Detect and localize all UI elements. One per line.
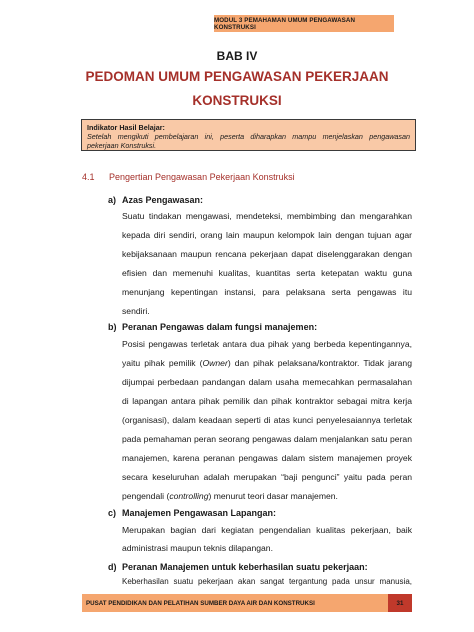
paragraph-line: kebijaksanaan maupun rencana pekerjaan dapat diselenggarakan dengan bbox=[122, 249, 412, 259]
line-text-controlling: pengendali (controlling) menurut teori dasar manajemen. bbox=[122, 491, 338, 501]
footer-institution: PUSAT PENDIDIKAN DAN PELATIHAN SUMBER DAYA AIR DAN KONSTRUKSI bbox=[86, 599, 315, 607]
learning-indicator-box bbox=[81, 119, 416, 151]
section-title: Pengertian Pengawasan Pekerjaan Konstruksi bbox=[109, 172, 295, 182]
paragraph-line: dijumpai perbedaan pandangan dalam usaha memecahkan permasalahan bbox=[122, 377, 412, 387]
section-heading bbox=[82, 172, 295, 182]
section-number: 4.1 bbox=[82, 172, 95, 182]
subsection-title: Azas Pengawasan: bbox=[122, 195, 204, 205]
indicator-text-line1: Setelah mengikuti pembelajaran ini, peserta diharapkan mampu menjelaskan pengawasan bbox=[87, 132, 410, 141]
subsection-letter: b) bbox=[108, 322, 117, 332]
paragraph-line: kepada diri sendiri, orang lain maupun kelompok lain dengan tujuan agar bbox=[122, 230, 412, 240]
subsection-title: Manajemen Pengawasan Lapangan: bbox=[122, 508, 277, 518]
paragraph-line: Keberhasilan suatu pekerjaan akan sangat tergantung pada unsur manusia, bbox=[122, 577, 412, 586]
paragraph-line: administrasi maupun teknis dilapangan. bbox=[122, 543, 273, 553]
subsection-c-heading bbox=[108, 508, 276, 518]
paragraph-line: manajemen, karena peranan pengawas dalam sistem manajemen proyek bbox=[122, 453, 412, 463]
subsection-letter: a) bbox=[108, 195, 117, 205]
paragraph-line bbox=[122, 491, 412, 501]
indicator-title: Indikator Hasil Belajar: bbox=[87, 123, 165, 132]
paragraph-line: menunjang kepentingan instansi, para pelaksana serta pengawas itu bbox=[122, 287, 412, 297]
subsection-letter: c) bbox=[108, 508, 117, 518]
paragraph-line: efisien dan memenuhi kualitas, kuantitas serta ketepatan waktu guna bbox=[122, 268, 412, 278]
subsection-d-heading bbox=[108, 562, 368, 572]
paragraph-line: di lapangan antara pihak pemilik dan pihak kontraktor sebagai mitra kerja bbox=[122, 396, 412, 406]
indicator-text-line2: pekerjaan Konstruksi. bbox=[87, 141, 157, 150]
paragraph-line bbox=[122, 358, 412, 368]
paragraph-line: secara keseluruhan adalah merupakan “baji pengunci” yaitu pada peran bbox=[122, 472, 412, 482]
footer-bar bbox=[82, 594, 412, 612]
chapter-number: BAB IV bbox=[216, 49, 258, 63]
module-header-text: MODUL 3 PEMAHAMAN UMUM PENGAWASAN KONSTRUKSI bbox=[214, 16, 356, 31]
page-number: 31 bbox=[388, 594, 412, 612]
paragraph-line: Suatu tindakan mengawasi, mendeteksi, membimbing dan mengarahkan bbox=[122, 211, 412, 221]
subsection-b-heading bbox=[108, 322, 317, 332]
chapter-title-line2: KONSTRUKSI bbox=[192, 93, 282, 108]
module-header bbox=[214, 15, 394, 32]
paragraph-line: Merupakan bagian dari kegiatan pengendalian kualitas pekerjaan, baik bbox=[122, 525, 412, 535]
subsection-title: Peranan Manajemen untuk keberhasilan suatu pekerjaan: bbox=[122, 562, 368, 572]
subsection-letter: d) bbox=[108, 562, 117, 572]
subsection-a-heading bbox=[108, 195, 203, 205]
paragraph-line: (organisasi), dalam keadaan seperti di atas kunci penyelesaiannya terletak bbox=[122, 415, 412, 425]
paragraph-line: sendiri. bbox=[122, 306, 150, 316]
chapter-title-line1: PEDOMAN UMUM PENGAWASAN PEKERJAAN bbox=[85, 69, 389, 84]
paragraph-line: pada pemahaman peran seorang pengawas dalam menjalankan satu peran bbox=[122, 434, 412, 444]
paragraph-line: Posisi pengawas terletak antara dua pihak yang berbeda kepentingannya, bbox=[122, 339, 412, 349]
subsection-title: Peranan Pengawas dalam fungsi manajemen: bbox=[122, 322, 318, 332]
line-text-owner: yaitu pihak pemilik (Owner) dan pihak pelaksana/kontraktor. Tidak jarang bbox=[122, 358, 412, 368]
